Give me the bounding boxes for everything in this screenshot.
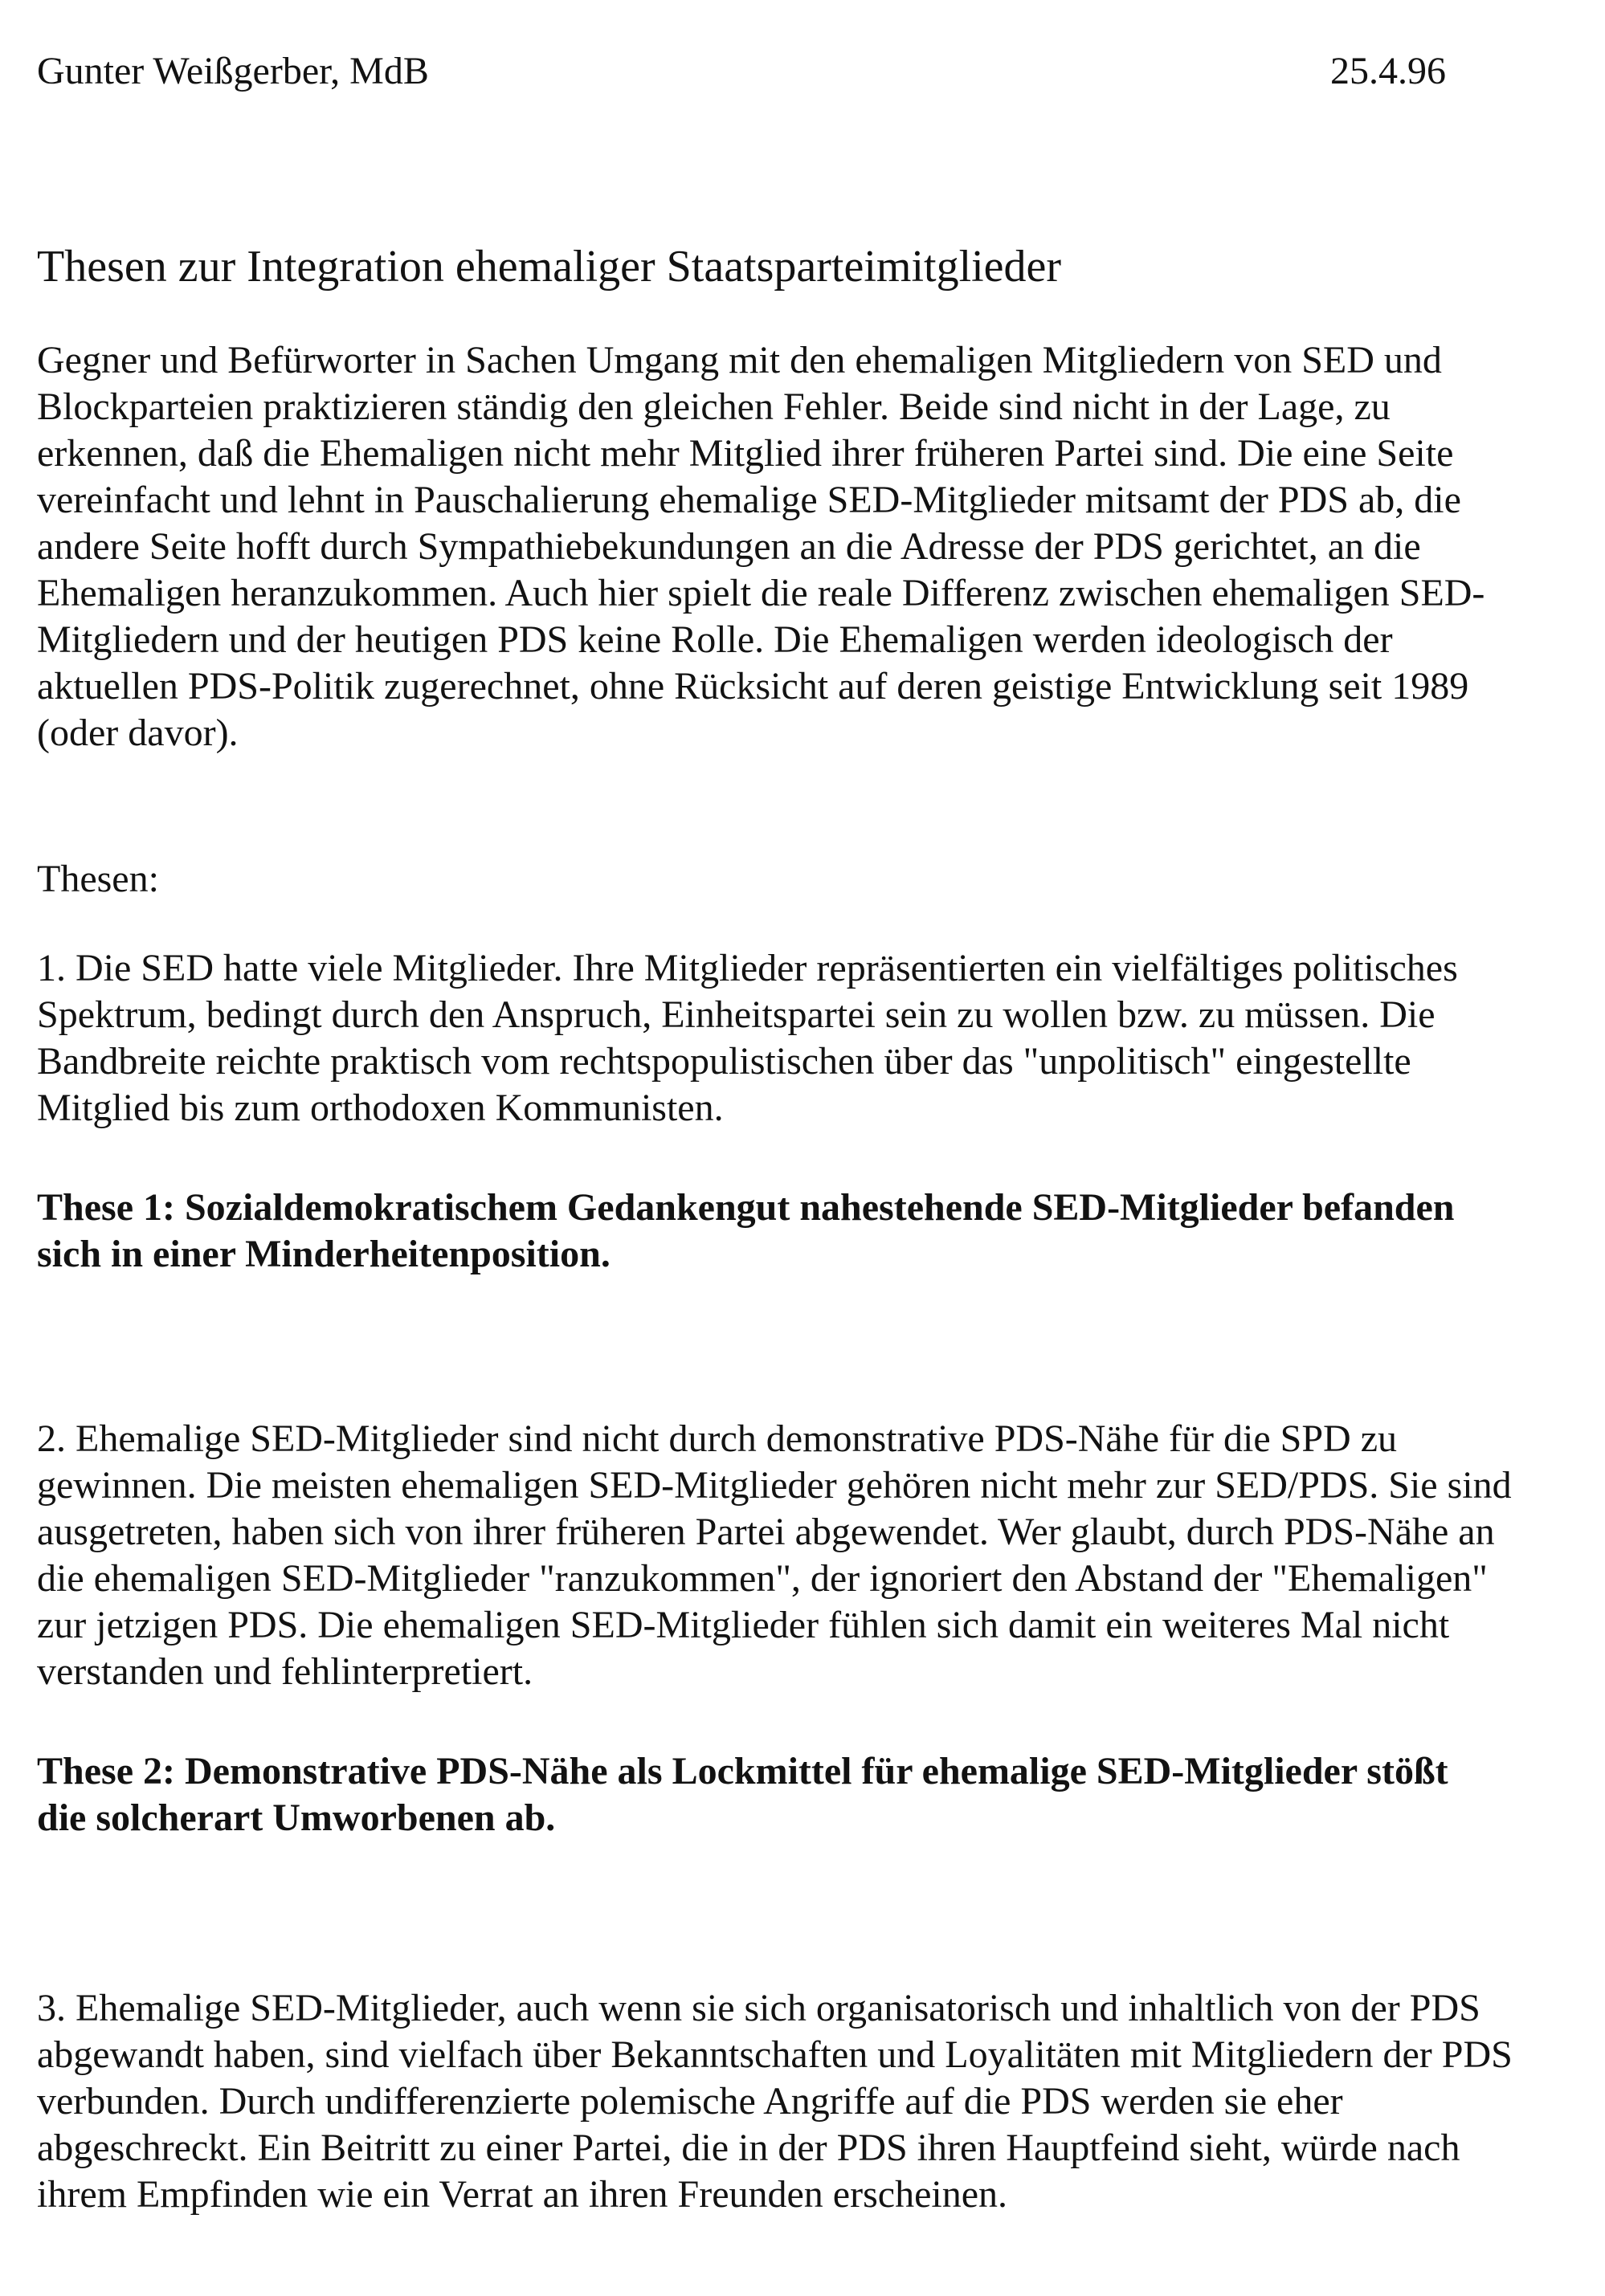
thesis-2-statement <box>37 1748 1448 1841</box>
theses-heading: Thesen: <box>37 858 159 900</box>
paragraph-line: Mitgliedern und der heutigen PDS keine Rolle. Die Ehemaligen werden ideologisch der <box>37 618 1393 661</box>
intro-paragraph <box>37 337 1485 756</box>
thesis-1-statement <box>37 1185 1454 1278</box>
paragraph-line: Blockparteien praktizieren ständig den gleichen Fehler. Beide sind nicht in der Lage, zu <box>37 385 1391 428</box>
document-title: Thesen zur Integration ehemaliger Staatsparteimitglieder <box>37 242 1062 292</box>
paragraph-line: ausgetreten, haben sich von ihrer früheren Partei abgewendet. Wer glaubt, durch PDS-Nähe an <box>37 1511 1495 1553</box>
paragraph-line: Mitglied bis zum orthodoxen Kommunisten. <box>37 1087 724 1129</box>
document-date: 25.4.96 <box>1330 50 1446 92</box>
author-name: Gunter Weißgerber, MdB <box>37 50 429 92</box>
thesis-line: These 2: Demonstrative PDS-Nähe als Lockmittel für ehemalige SED-Mitglieder stößt <box>37 1750 1448 1792</box>
thesis-line: die solcherart Umworbenen ab. <box>37 1796 556 1839</box>
paragraph-line: andere Seite hofft durch Sympathiebekundungen an die Adresse der PDS gerichtet, an die <box>37 525 1421 568</box>
point-1-paragraph <box>37 945 1458 1132</box>
paragraph-line: vereinfacht und lehnt in Pauschalierung ehemalige SED-Mitglieder mitsamt der PDS ab, die <box>37 479 1461 521</box>
thesis-line: sich in einer Minderheitenposition. <box>37 1233 611 1275</box>
paragraph-line: abgeschreckt. Ein Beitritt zu einer Partei, die in der PDS ihren Hauptfeind sieht, würde nach <box>37 2127 1460 2169</box>
paragraph-line: 3. Ehemalige SED-Mitglieder, auch wenn sie sich organisatorisch und inhaltlich von der PDS <box>37 1987 1480 2029</box>
theses-heading-block <box>37 856 159 903</box>
paragraph-line: 2. Ehemalige SED-Mitglieder sind nicht durch demonstrative PDS-Nähe für die SPD zu <box>37 1417 1398 1460</box>
paragraph-line: erkennen, daß die Ehemaligen nicht mehr Mitglied ihrer früheren Partei sind. Die eine Seite <box>37 432 1454 475</box>
paragraph-line: zur jetzigen PDS. Die ehemaligen SED-Mitglieder fühlen sich damit ein weiteres Mal nicht <box>37 1604 1450 1646</box>
paragraph-line: ihrem Empfinden wie ein Verrat an ihren Freunden erscheinen. <box>37 2173 1008 2216</box>
paragraph-line: 1. Die SED hatte viele Mitglieder. Ihre Mitglieder repräsentierten ein vielfältiges politisches <box>37 947 1458 989</box>
paragraph-line: Bandbreite reichte praktisch vom rechtspopulistischen über das "unpolitisch" eingestellte <box>37 1040 1411 1083</box>
paragraph-line: verstanden und fehlinterpretiert. <box>37 1650 533 1693</box>
paragraph-line: verbunden. Durch undifferenzierte polemische Angriffe auf die PDS werden sie eher <box>37 2080 1343 2123</box>
paragraph-line: (oder davor). <box>37 712 239 754</box>
thesis-line: These 1: Sozialdemokratischem Gedankengut nahestehende SED-Mitglieder befanden <box>37 1186 1455 1229</box>
paragraph-line: gewinnen. Die meisten ehemaligen SED-Mitglieder gehören nicht mehr zur SED/PDS. Sie sind <box>37 1464 1512 1507</box>
paragraph-line: Ehemaligen heranzukommen. Auch hier spielt die reale Differenz zwischen ehemaligen SED- <box>37 572 1485 614</box>
paragraph-line: Gegner und Befürworter in Sachen Umgang mit den ehemaligen Mitgliedern von SED und <box>37 339 1442 381</box>
paragraph-line: aktuellen PDS-Politik zugerechnet, ohne Rücksicht auf deren geistige Entwicklung seit 1989 <box>37 665 1469 708</box>
point-3-paragraph <box>37 1985 1513 2218</box>
paragraph-line: Spektrum, bedingt durch den Anspruch, Einheitspartei sein zu wollen bzw. zu müssen. Die <box>37 993 1436 1036</box>
paragraph-line: die ehemaligen SED-Mitglieder "ranzukommen", der ignoriert den Abstand der "Ehemaligen" <box>37 1557 1488 1600</box>
paragraph-line: abgewandt haben, sind vielfach über Bekanntschaften und Loyalitäten mit Mitgliedern der PDS <box>37 2033 1513 2076</box>
point-2-paragraph <box>37 1416 1512 1695</box>
